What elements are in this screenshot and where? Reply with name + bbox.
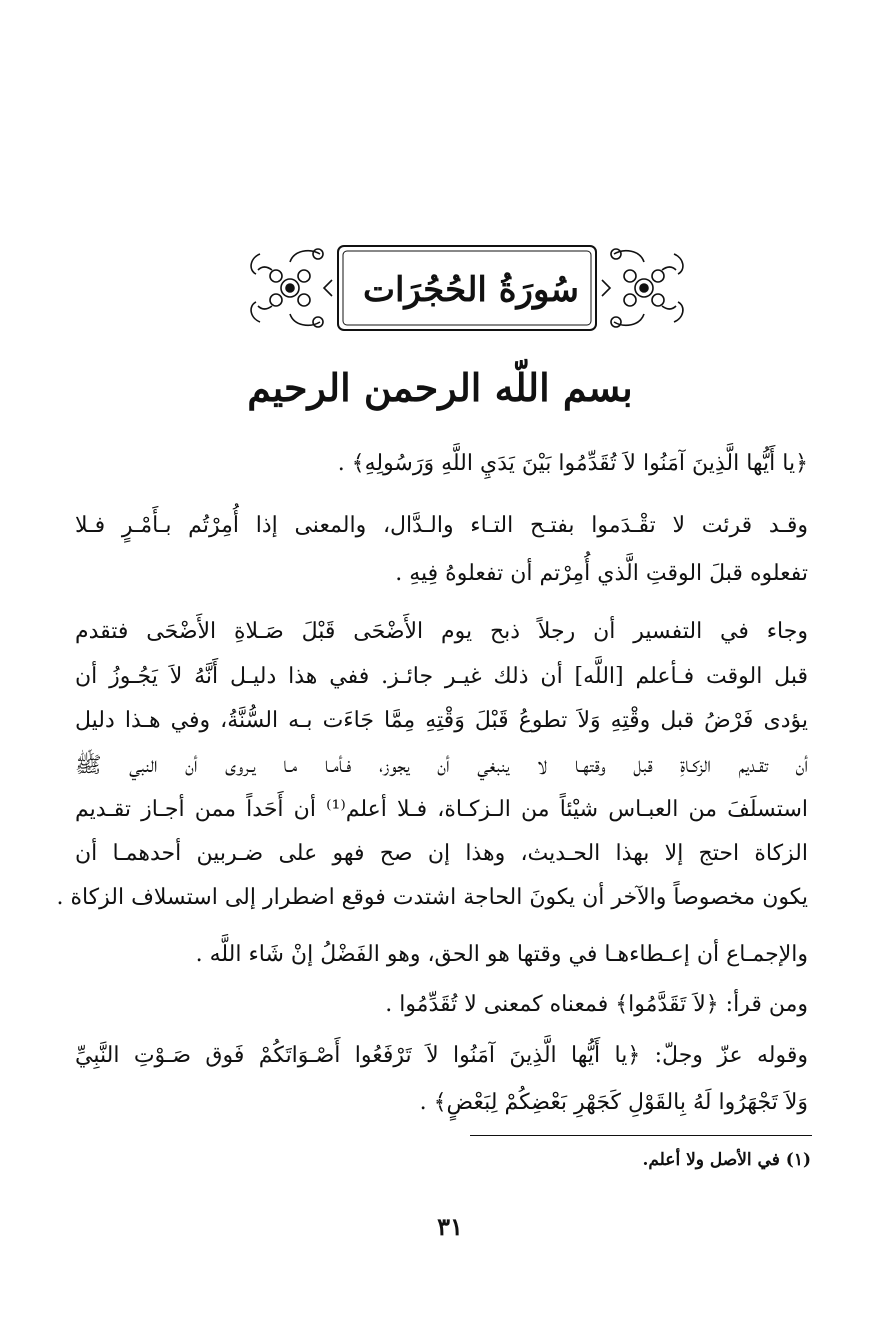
paragraph-line: ومن قرأ: ﴿لاَ تَقَدَّمُوا﴾ فمعناه كمعنى لا تُقَدِّمُوا . <box>385 992 808 1017</box>
verse-line: وقوله عزّ وجلّ: ﴿يا أَيُّها الَّذِينَ آمَنُوا لاَ تَرْفَعُوا أَصْـوَاتَكُمْ فَوق صَـوْتِ النَّبِيِّ <box>75 1043 808 1068</box>
footnote-text: (١) في الأصل ولا أعلم. <box>642 1150 811 1170</box>
left-floral-ornament <box>251 249 332 327</box>
verse-line: ﴿يا أَيُّها الَّذِينَ آمَنُوا لاَ تُقَدِّمُوا بَيْنَ يَدَيِ اللَّهِ وَرَسُولِهِ﴾ . <box>337 451 808 476</box>
paragraph-line: وجاء في التفسير أن رجلاً ذبح يوم الأَضْحَى قَبْلَ صَـلاةِ الأَضْحَى فتقدم <box>75 619 808 644</box>
paragraph-line: أن تقـديم الزكـاةِ قبل وقتهـا لا ينبغي أن يجوز، فـأمـا مـا يـروى أن النبي ﷺ <box>75 753 808 778</box>
paragraph-line: قبل الوقت فـأعلم [اللَّه] أن ذلك غيـر جائـز. ففي هذا دليـل أَنَّهُ لاَ يَجُـوزُ أن <box>75 664 808 689</box>
paragraph-line: والإجمـاع أن إعـطاءهـا في وقتها هو الحق، وهو الفَضْلُ إنْ شَاء اللَّه . <box>195 942 808 967</box>
footnote-divider <box>470 1135 812 1136</box>
paragraph-line: استسلَفَ من العبـاس شيْئاً من الـزكـاة، فـلا أعلم⁽¹⁾ أن أَحَداً ممن أجـاز تقـديم <box>75 797 808 822</box>
page-number: ٣١ <box>437 1212 463 1241</box>
paragraph-line: الزكاة احتج إلا بهذا الحـديث، وهذا إن صح فهو على ضـربين أحدهمـا أن <box>75 841 808 866</box>
verse-line: وَلاَ تَجْهَرُوا لَهُ بِالقَوْلِ كَجَهْرِ بَعْضِكُمْ لِبَعْضٍ﴾ . <box>419 1090 808 1115</box>
paragraph-line: وقـد قرئت لا تقْـدَموا بفتـح التـاء والـدَّال، والمعنى إذا أُمِرْتُم بـأَمْـرٍ فـلا <box>75 513 808 538</box>
right-floral-ornament <box>602 249 683 327</box>
paragraph-line: يؤدى فَرْضُ قبل وقْتِهِ وَلاَ تطوعُ قَبْلَ وَقْتِهِ مِمَّا جَاءَت بـه السُّنَّةُ، وفي هـذا دليل <box>75 708 808 733</box>
basmala-heading: بسم اللّه الرحمن الرحيم <box>247 365 633 410</box>
paragraph-line: تفعلوه قبلَ الوقتِ الَّذي أُمِرْتم أن تفعلوهُ فِيهِ . <box>395 561 808 586</box>
paragraph-line: يكون مخصوصاً والآخر أن يكونَ الحاجة اشتدت فوقع اضطرار إلى استسلاف الزكاة . <box>56 885 808 910</box>
surah-title: سُورَةُ الحُجُرَات <box>362 270 580 310</box>
